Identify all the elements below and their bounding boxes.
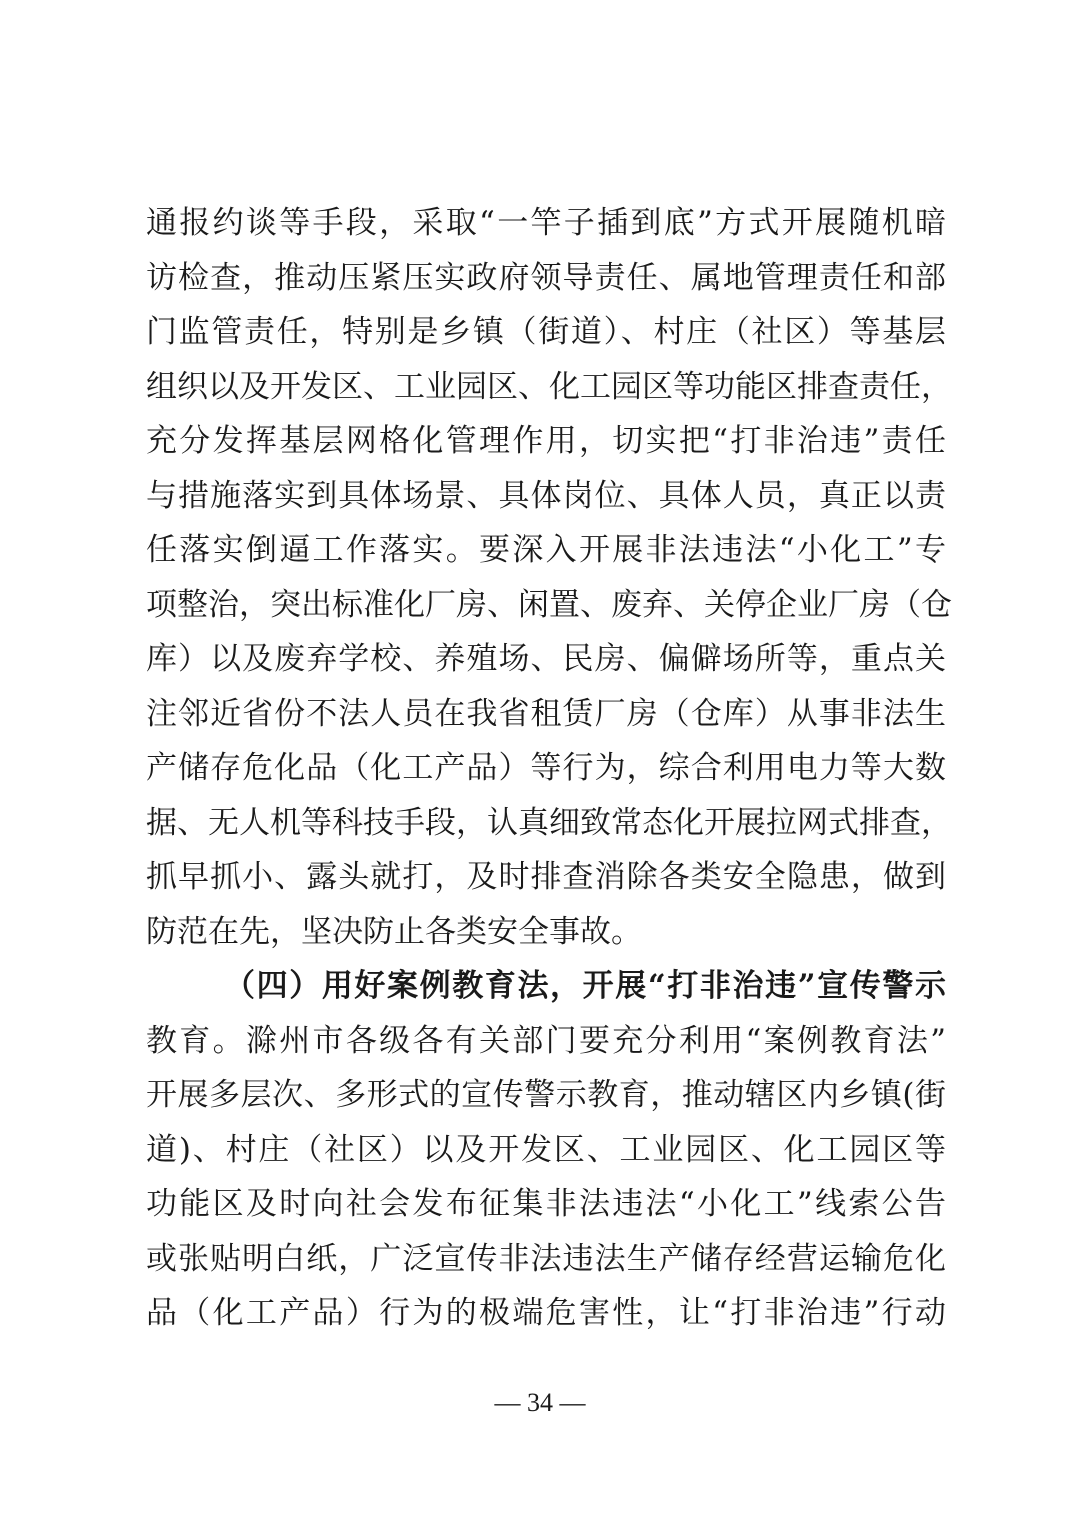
section-line: 教育。滁州市各级各有关部门要充分利用“案例教育法” [146,1022,946,1059]
paragraph-line: 项整治，突出标准化厂房、闲置、废弃、关停企业厂房（仓 [146,586,952,623]
paragraph-line: 产储存危化品（化工产品）等行为，综合利用电力等大数 [146,750,946,786]
paragraph-line: 通报约谈等手段，采取“一竿子插到底”方式开展随机暗 [146,205,946,241]
section-line: 开展多层次、多形式的宣传警示教育，推动辖区内乡镇(街 [146,1077,946,1113]
paragraph-line: 门监管责任，特别是乡镇（街道）、村庄（社区）等基层 [146,314,946,350]
section-line: 功能区及时向社会发布征集非法违法“小化工”线索公告 [146,1186,946,1222]
paragraph-line: 抓早抓小、露头就打，及时排查消除各类安全隐患，做到 [146,859,946,895]
paragraph-line: 与措施落实到具体场景、具体岗位、具体人员，真正以责 [146,477,946,514]
section-line: 道)、村庄（社区）以及开发区、工业园区、化工园区等 [146,1131,946,1168]
section-heading: （四）用好案例教育法，开展“打非治违”宣传警示 [224,968,946,1004]
paragraph-line: 注邻近省份不法人员在我省租赁厂房（仓库）从事非法生 [146,695,946,732]
section-line: 或张贴明白纸，广泛宣传非法违法生产储存经营运输危化 [146,1240,946,1277]
paragraph-line: 库）以及废弃学校、养殖场、民房、偏僻场所等，重点关 [146,641,946,677]
page-number: — 34 — [494,1388,586,1417]
paragraph-line: 防范在先，坚决防止各类安全事故。 [146,913,642,950]
paragraph-line: 充分发挥基层网格化管理作用，切实把“打非治违”责任 [146,423,946,459]
paragraph-line: 据、无人机等科技手段，认真细致常态化开展拉网式排查， [146,804,952,841]
body-text [146,196,952,1341]
paragraph-line: 任落实倒逼工作落实。要深入开展非法违法“小化工”专 [146,532,946,568]
paragraph-line: 访检查，推动压紧压实政府领导责任、属地管理责任和部 [146,259,946,296]
section-line: 品（化工产品）行为的极端危害性，让“打非治违”行动 [146,1295,946,1331]
paragraph-line: 组织以及开发区、工业园区、化工园区等功能区排查责任， [146,368,952,405]
